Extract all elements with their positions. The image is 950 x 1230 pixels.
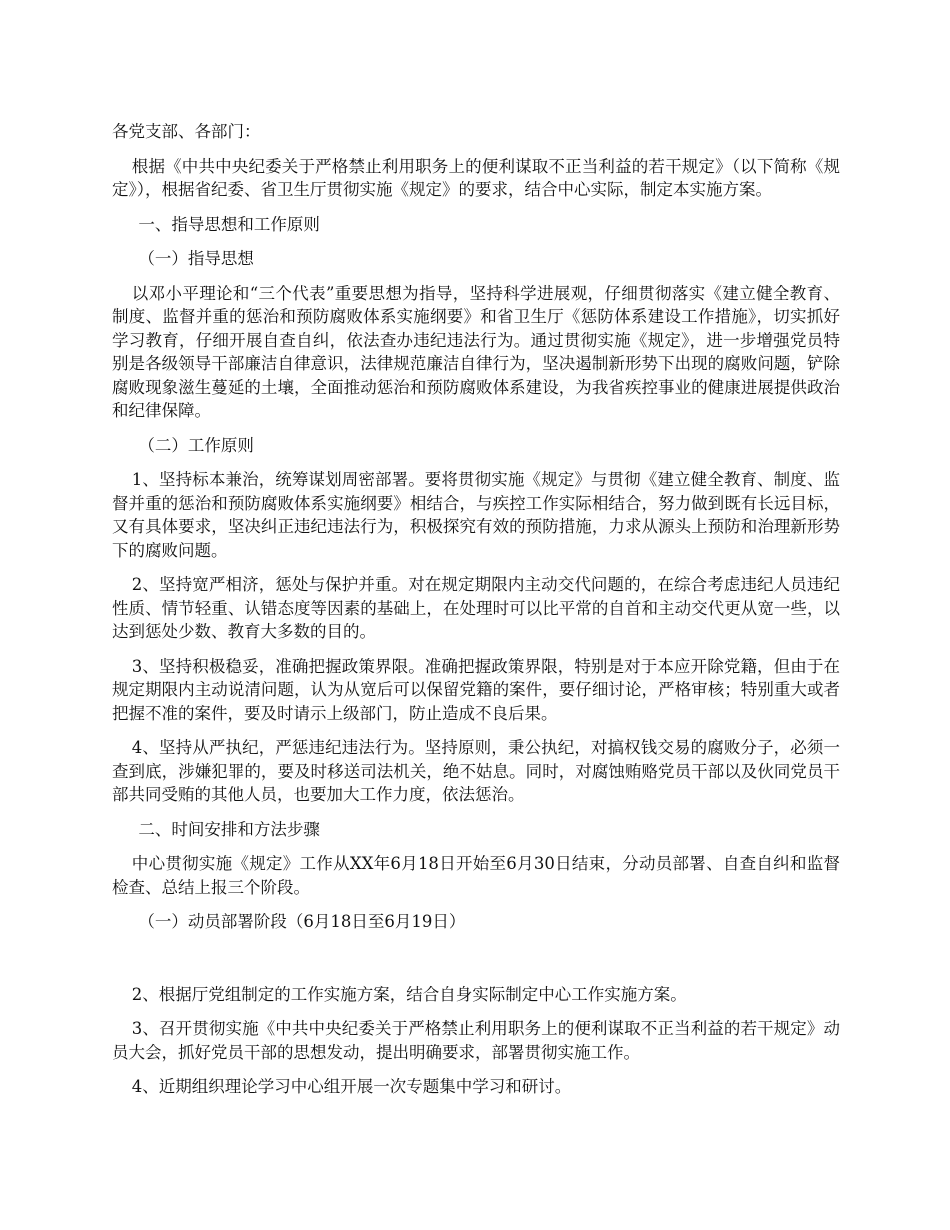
document-body xyxy=(112,120,840,1110)
principle-item-1: 1、坚持标本兼治，统筹谋划周密部署。要将贯彻实施《规定》与贯彻《建立健全教育、制度、监督并重的惩治和预防腐败体系实施纲要》相结合，与疾控工作实际相结合，努力做到既有长远目标，又有具体要求，坚决纠正违纪违法行为，积极探究有效的预防措施，力求从源头上预防和治理新形势下的腐败问题。 xyxy=(112,470,840,560)
intro-paragraph: 根据《中共中央纪委关于严格禁止利用职务上的便利谋取不正当利益的若干规定》（以下简称《规定》），根据省纪委、省卫生厅贯彻实施《规定》的要求，结合中心实际，制定本实施方案。 xyxy=(112,156,840,199)
principle-item-4: 4、坚持从严执纪，严惩违纪违法行为。坚持原则，秉公执纪，对搞权钱交易的腐败分子，必须一查到底，涉嫌犯罪的，要及时移送司法机关，绝不姑息。同时，对腐蚀贿赂党员干部以及伙同党员干部共同受贿的其他人员，也要加大工作力度，依法惩治。 xyxy=(112,738,840,804)
subsection-heading-2-1: （一）动员部署阶段（6月18日至6月19日） xyxy=(138,912,466,931)
section-heading-1: 一、指导思想和工作原则 xyxy=(138,214,320,234)
section-heading-2: 二、时间安排和方法步骤 xyxy=(138,819,320,839)
principle-item-3: 3、坚持积极稳妥，准确把握政策界限。准确把握政策界限，特别是对于本应开除党籍，但由于在规定期限内主动说清问题，认为从宽后可以保留党籍的案件，要仔细讨论，严格审核；特别重大或者把握不准的案件，要及时请示上级部门，防止造成不良后果。 xyxy=(112,656,840,723)
salutation: 各党支部、各部门： xyxy=(112,122,261,141)
principle-item-2: 2、坚持宽严相济，惩处与保护并重。对在规定期限内主动交代问题的，在综合考虑违纪人员违纪性质、情节轻重、认错态度等因素的基础上，在处理时可以比平常的自首和主动交代更从宽一些，以达到惩处少数、教育大多数的目的。 xyxy=(112,575,840,641)
step-item-4: 4、近期组织理论学习中心组开展一次专题集中学习和研讨。 xyxy=(131,1077,572,1096)
blank-space xyxy=(112,945,840,983)
schedule-paragraph: 中心贯彻实施《规定》工作从XX年6月18日开始至6月30日结束，分动员部署、自查自纠和监督检查、总结上报三个阶段。 xyxy=(112,854,840,897)
subsection-heading-1-2: （二）工作原则 xyxy=(138,435,254,455)
subsection-heading-1-1: （一）指导思想 xyxy=(138,249,254,268)
guiding-thought-paragraph: 以邓小平理论和“三个代表”重要思想为指导，坚持科学进展观，仔细贯彻落实《建立健全教育、制度、监督并重的惩治和预防腐败体系实施纲要》和省卫生厅《惩防体系建设工作措施》，切实抓好学习教育，仔细开展自查自纠，依法查办违纪违法行为。通过贯彻实施《规定》，进一步增强党员特别是各级领导干部廉洁自律意识，法律规范廉洁自律行为，坚决遏制新形势下出现的腐败问题，铲除腐败现象滋生蔓延的土壤，全面推动惩治和预防腐败体系建设，为我省疾控事业的健康进展提供政治和纪律保障。 xyxy=(112,283,840,420)
step-item-2: 2、根据厅党组制定的工作实施方案，结合自身实际制定中心工作实施方案。 xyxy=(131,984,687,1004)
step-item-3: 3、召开贯彻实施《中共中央纪委关于严格禁止利用职务上的便利谋取不正当利益的若干规定》动员大会，抓好党员干部的思想发动，提出明确要求，部署贯彻实施工作。 xyxy=(112,1019,840,1062)
